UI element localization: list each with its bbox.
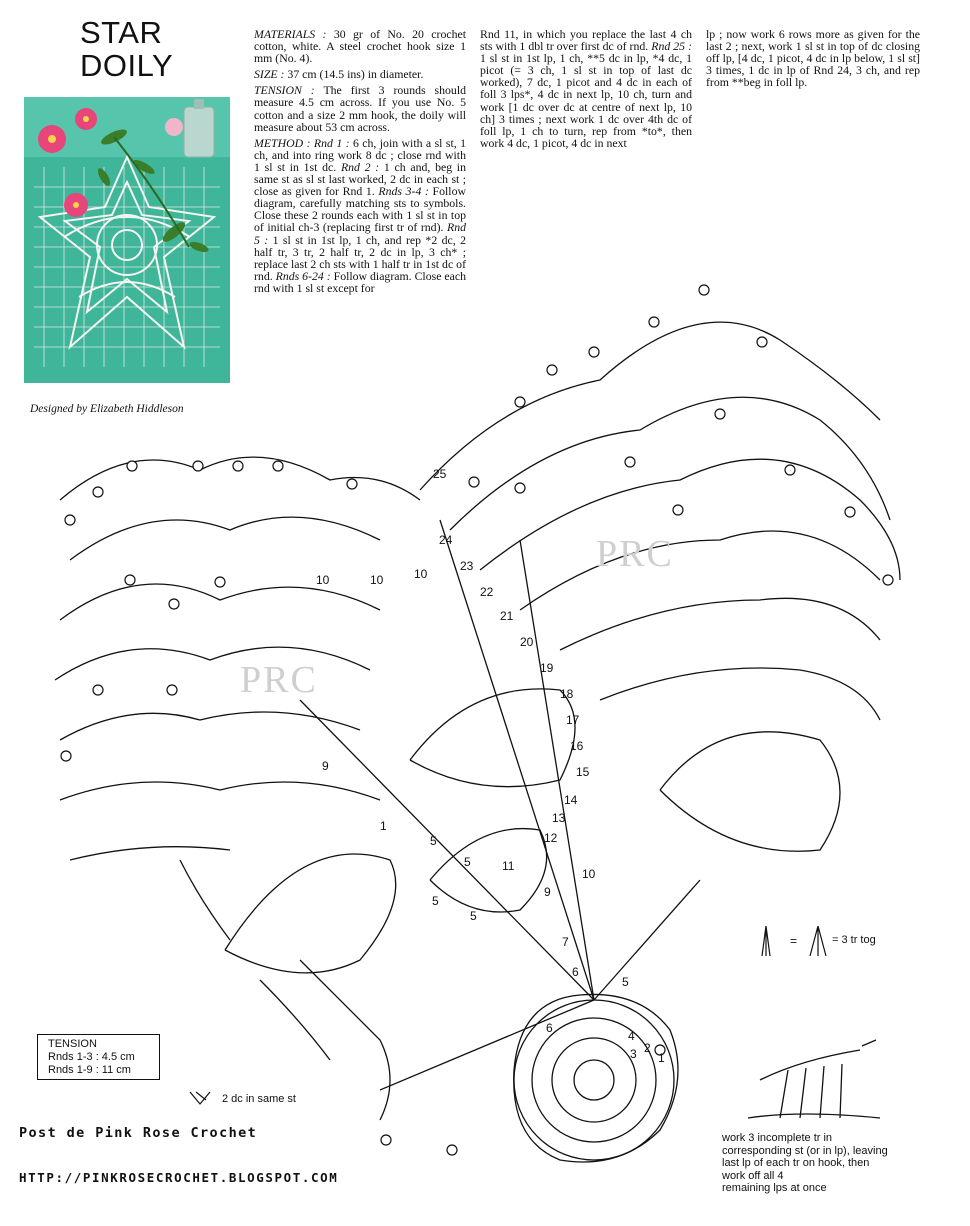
stitch-note-line-2: corresponding st (or in lp), leaving <box>722 1144 888 1157</box>
tension-box-row-2: Rnds 1-9 : 11 cm <box>48 1064 131 1076</box>
method-label: METHOD : Rnd 1 : <box>254 135 350 150</box>
rnd-label-4: 4 <box>628 1029 635 1043</box>
designer-credit: Designed by Elizabeth Hiddleson <box>30 403 184 415</box>
pattern-column-2 <box>480 28 692 153</box>
stitch-illustration <box>748 1040 880 1118</box>
rnd-label-5-d: 5 <box>470 909 477 923</box>
stitch-note <box>722 1132 922 1195</box>
rnd-label-24: 24 <box>439 533 453 547</box>
rnd-label-7: 7 <box>562 935 569 949</box>
title-line-2: DOILY <box>80 48 174 83</box>
rnd-label-5-c: 5 <box>432 894 439 908</box>
equals-sign: = <box>790 934 798 948</box>
materials-text: 30 gr of No. 20 crochet cotton, white. A steel crochet hook size 1 mm (No. 4). <box>254 27 466 66</box>
rnd-label-15: 15 <box>576 765 590 779</box>
rnd-label-10-left-b: 10 <box>370 573 384 587</box>
stitch-note-line-1: work 3 incomplete tr in <box>722 1132 833 1144</box>
rnds624-label: Rnds 6-24 : <box>275 268 331 283</box>
rnd-label-2: 2 <box>644 1041 651 1055</box>
rnd25-label: Rnd 25 : <box>651 39 692 54</box>
rnd-label-23: 23 <box>460 559 474 573</box>
centre-ring <box>574 1060 614 1100</box>
pattern-column-1 <box>254 28 466 298</box>
rnds34-text: Follow diagram, carefully matching sts to symbols. Close these 2 rounds each with 1 sl st in top of initial ch-3 (replacing first tr of rnd). <box>254 184 466 235</box>
watermark-left: PRC <box>240 659 318 701</box>
rnd-label-12: 12 <box>544 831 558 845</box>
col2-text-a: Rnd 11, in which you replace the last 4 ch sts with 1 dbl tr over first dc of rnd. <box>480 27 692 54</box>
rnd-label-16: 16 <box>570 739 584 753</box>
rnd-label-5-b: 5 <box>464 855 471 869</box>
watermark-right: PRC <box>596 533 674 575</box>
rnd-label-1: 1 <box>658 1051 665 1065</box>
rnd-label-6: 6 <box>572 965 579 979</box>
rnd2-text: 1 ch and, beg in same st as sl st last worked, 2 dc in each st ; close as given for Rnd 1. <box>254 159 466 199</box>
rnd-label-21: 21 <box>500 609 514 623</box>
rnd5-text: 1 sl st in 1st lp, 1 ch, and rep *2 dc, 2 half tr, 3 tr, 2 half tr, 2 dc in lp, 3 ch* ; replace last 2 ch sts with 1 half tr in 1st dc of rnd. <box>254 232 466 283</box>
doily-title <box>80 16 230 82</box>
rnd-label-19: 19 <box>540 661 554 675</box>
rnds624-text: Follow diagram. Close each rnd with 1 sl st except for <box>254 268 466 295</box>
rnd2-label: Rnd 2 : <box>340 159 380 174</box>
rnd-label-5: 5 <box>622 975 629 989</box>
stitch-note-line-3: last lp of each tr on hook, then <box>722 1157 870 1169</box>
tension-text: The first 3 rounds should measure 4.5 cm across. If you use No. 5 cotton and a size 2 mm hook, the doily will measure about 53 cm across. <box>254 83 466 134</box>
tension-box <box>37 1034 160 1080</box>
tension-paragraph <box>254 84 466 132</box>
rnd-label-5-a: 5 <box>430 834 437 848</box>
two-dc-label: 2 dc in same st <box>222 1093 296 1105</box>
rnds34-label: Rnds 3-4 : <box>378 184 429 199</box>
col3-paragraph: lp ; now work 6 rows more as given for the last 2 ; next, work 1 sl st in top of dc closing off lp, [4 dc, 1 picot, 4 dc in lp below, 1 sl st] 3 times, 1 dc in lp of Rnd 24, 3 ch, and rep from **beg in foll lp. <box>706 27 920 90</box>
rnd-label-9: 9 <box>544 885 551 899</box>
rnd-label-1-left: 1 <box>380 819 387 833</box>
three-tr-tog-label: = 3 tr tog <box>832 934 876 946</box>
rnd-label-17: 17 <box>566 713 580 727</box>
rnd-label-13: 13 <box>552 811 566 825</box>
rnd-label-20: 20 <box>520 635 534 649</box>
tension-box-row-1: Rnds 1-3 : 4.5 cm <box>48 1051 135 1063</box>
col2-text-b: 1 sl st in 1st lp, 1 ch, **5 dc in lp, *4 dc, 1 picot (= 3 ch, 1 sl st in top of last dc worked), 7 dc, 1 picot and 4 dc in each of foll 3 lps*, 4 dc in next lp, 10 ch, turn and work [1 dc over dc at centre of next lp, 10 ch] 3 times ; next work 1 dc over 4th dc of foll lp, 1 ch to turn, rep from *to*, then work 4 dc, 1 picot, 4 dc in next <box>480 51 692 150</box>
rnd-label-18: 18 <box>560 687 574 701</box>
rnd-label-22: 22 <box>480 585 494 599</box>
rnd-label-25: 25 <box>433 467 447 481</box>
rnd-label-3: 3 <box>630 1047 637 1061</box>
materials-paragraph <box>254 28 466 64</box>
post-credit: Post de Pink Rose Crochet <box>19 1125 258 1141</box>
tension-label: TENSION : <box>254 83 315 98</box>
crochet-diagram <box>0 270 970 1226</box>
col2-paragraph <box>480 28 692 149</box>
rnd5-label: Rnd 5 : <box>254 220 466 247</box>
rnd-label-10-left-a: 10 <box>316 573 330 587</box>
rnd-label-9-left: 9 <box>322 759 329 773</box>
tension-box-title: TENSION <box>48 1038 97 1050</box>
stitch-note-line-5: remaining lps at once <box>722 1182 827 1194</box>
rnd-label-11: 11 <box>502 859 515 873</box>
size-paragraph <box>254 68 466 80</box>
blog-url[interactable]: HTTP://PINKROSECROCHET.BLOGSPOT.COM <box>19 1170 339 1185</box>
method-text: 6 ch, join with a sl st, 1 ch, and into ring work 8 dc ; close rnd with 1 sl st in 1st dc. <box>254 135 466 174</box>
size-label: SIZE : <box>254 67 285 82</box>
pattern-column-3 <box>706 28 920 92</box>
rnd-label-14: 14 <box>564 793 578 807</box>
rnd-label-10-left-c: 10 <box>414 567 428 581</box>
rnd-label-6-inner: 6 <box>546 1021 553 1035</box>
title-line-1: STAR <box>80 15 163 50</box>
stitch-note-line-4: work off all 4 <box>722 1169 784 1182</box>
materials-label: MATERIALS : <box>254 27 327 41</box>
rnd-label-10: 10 <box>582 867 596 881</box>
two-dc-symbol <box>190 1092 210 1104</box>
size-text: 37 cm (14.5 ins) in diameter. <box>284 67 424 82</box>
